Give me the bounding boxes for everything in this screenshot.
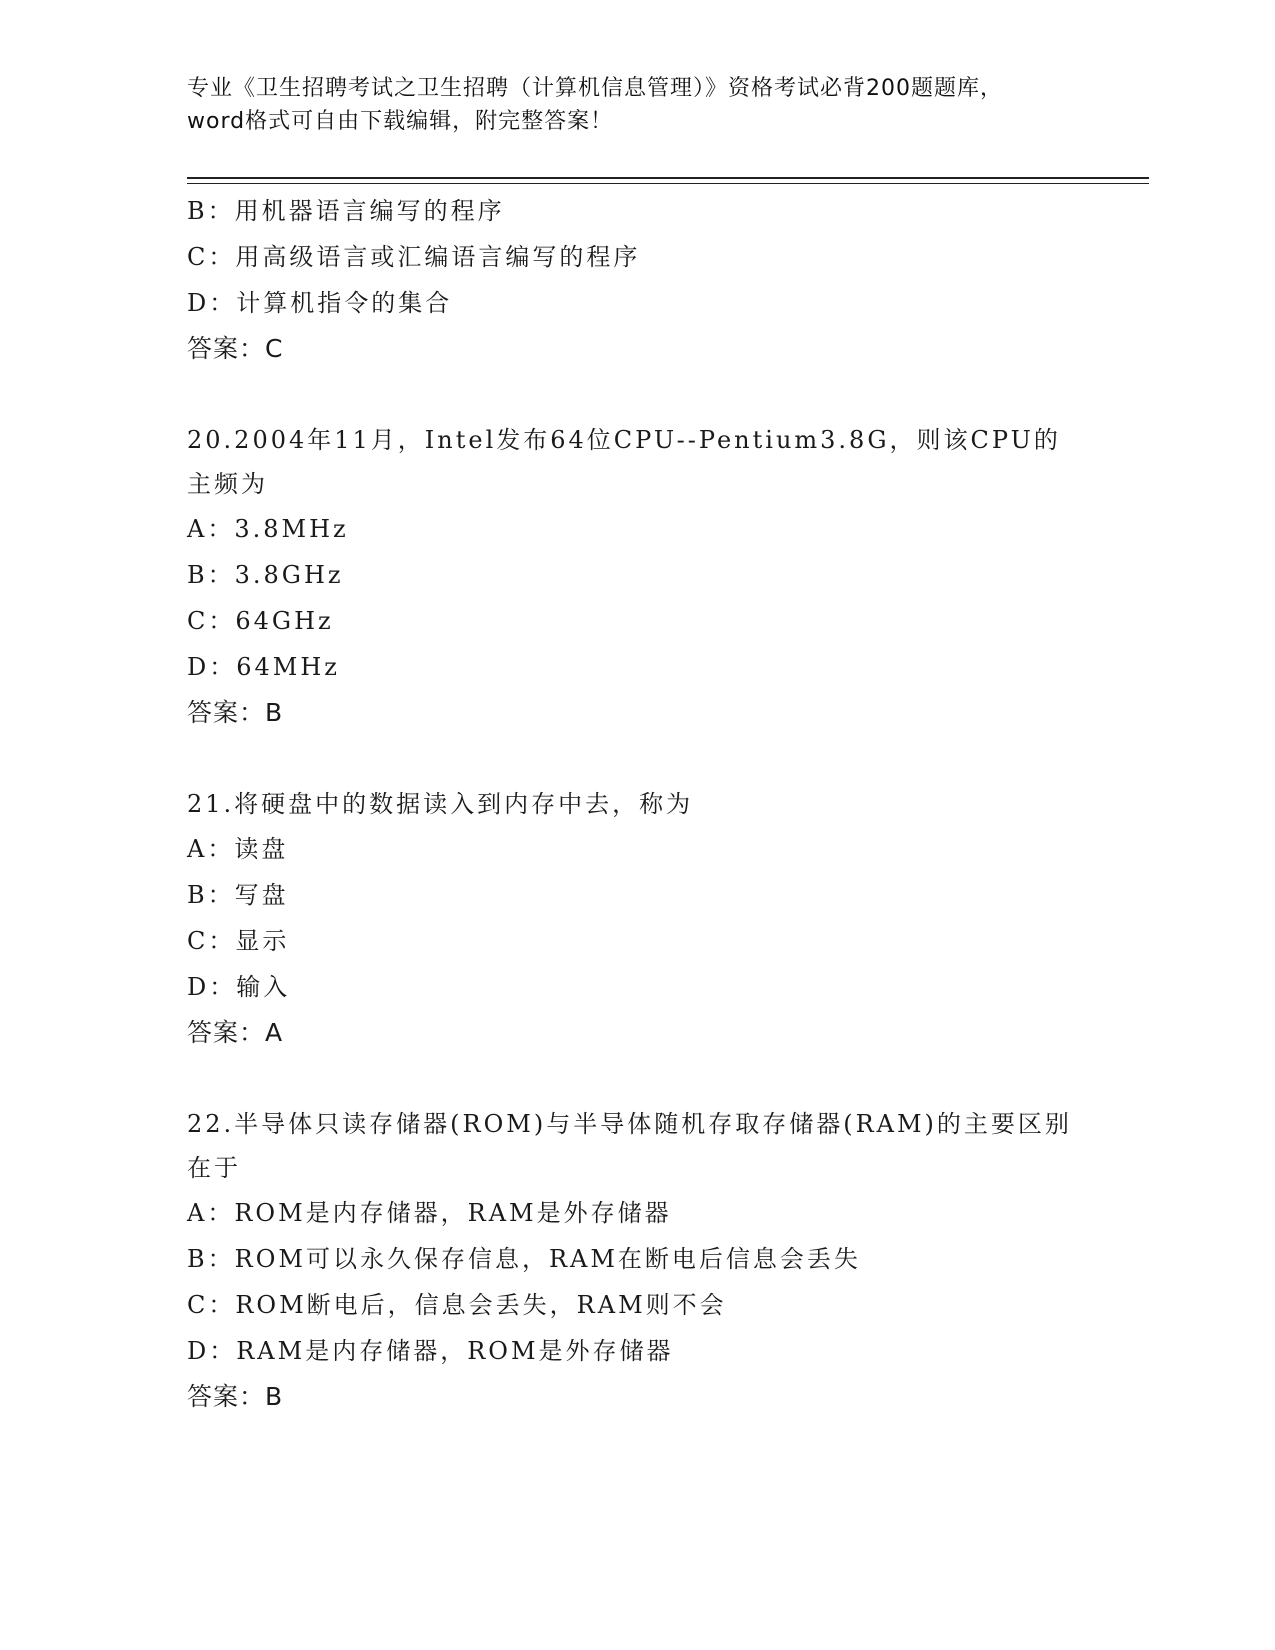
- option-a: A：3.8MHz: [187, 515, 349, 543]
- answer-label: 答案：B: [187, 698, 284, 727]
- option-b: B：用机器语言编写的程序: [187, 197, 505, 225]
- document-header: [187, 72, 1087, 138]
- answer-label: 答案：B: [187, 1382, 284, 1411]
- header-divider-thick: [187, 177, 1149, 179]
- option-b: B：写盘: [187, 881, 289, 909]
- option-c: C：用高级语言或汇编语言编写的程序: [187, 243, 641, 271]
- option-d: D：64MHz: [187, 653, 340, 681]
- option-d: D：输入: [187, 973, 291, 1001]
- header-divider-thin: [187, 183, 1149, 184]
- option-c: C：ROM断电后，信息会丢失，RAM则不会: [187, 1291, 727, 1319]
- option-d: D：计算机指令的集合: [187, 289, 453, 317]
- spacer: [187, 1056, 1087, 1102]
- option-b: B：ROM可以永久保存信息，RAM在断电后信息会丢失: [187, 1245, 861, 1273]
- question-block-partial: [187, 188, 1087, 372]
- question-stem: 22.半导体只读存储器(ROM)与半导体随机存取存储器(RAM)的主要区别在于: [187, 1110, 1072, 1182]
- spacer: [187, 372, 1087, 418]
- question-block: [187, 782, 1087, 1056]
- header-title-line-1: 专业《卫生招聘考试之卫生招聘（计算机信息管理）》资格考试必背200题题库，: [187, 76, 1003, 101]
- spacer: [187, 736, 1087, 782]
- question-list: [187, 188, 1087, 1420]
- question-block: [187, 1102, 1087, 1420]
- option-d: D：RAM是内存储器，ROM是外存储器: [187, 1337, 674, 1365]
- header-title-line-2: word格式可自由下载编辑，附完整答案！: [187, 109, 614, 134]
- answer-label: 答案：C: [187, 334, 284, 363]
- option-a: A：ROM是内存储器，RAM是外存储器: [187, 1199, 672, 1227]
- option-c: C：64GHz: [187, 607, 334, 635]
- question-stem: 20.2004年11月，Intel发布64位CPU--Pentium3.8G，则该CPU的主频为: [187, 426, 1061, 498]
- answer-label: 答案：A: [187, 1018, 284, 1047]
- option-a: A：读盘: [187, 835, 289, 863]
- option-b: B：3.8GHz: [187, 561, 344, 589]
- option-c: C：显示: [187, 927, 290, 955]
- question-block: [187, 418, 1087, 736]
- question-stem: 21.将硬盘中的数据读入到内存中去，称为: [187, 790, 694, 818]
